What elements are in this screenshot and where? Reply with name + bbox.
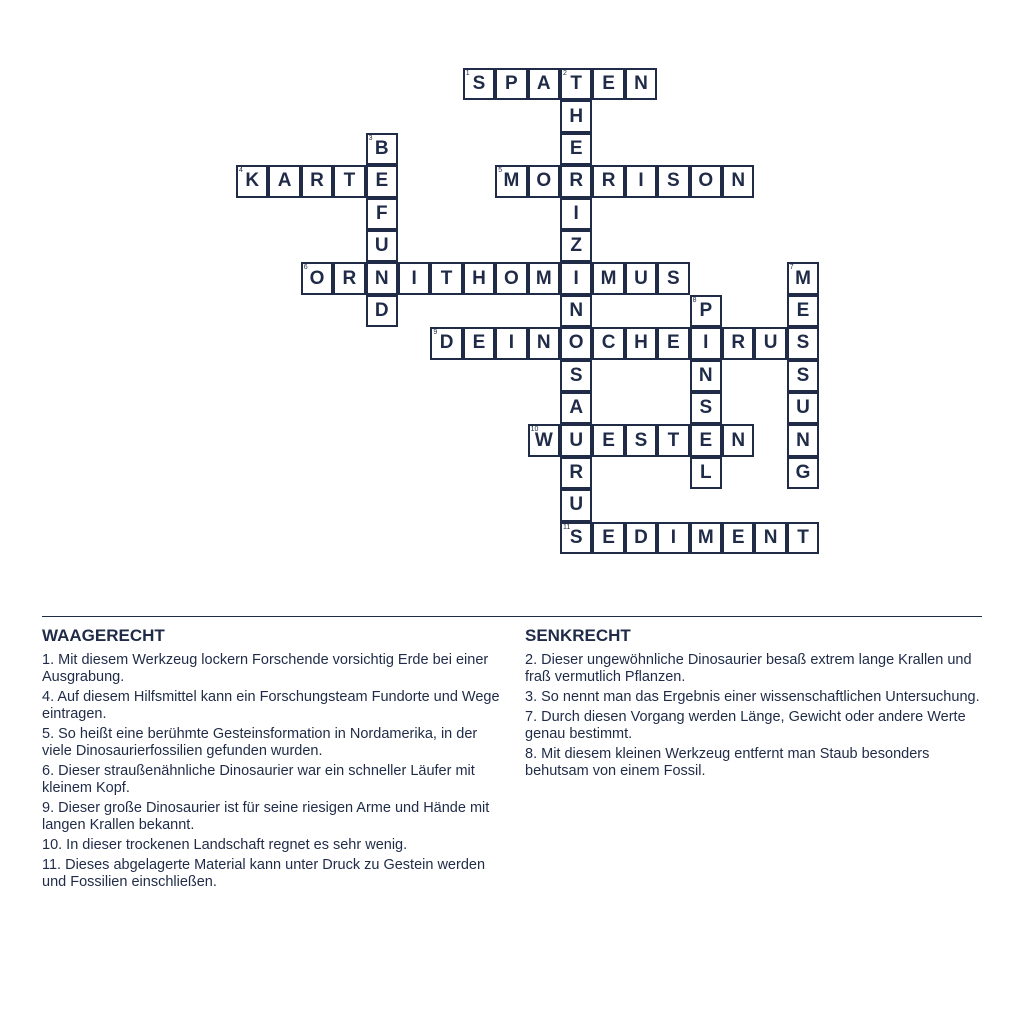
grid-cell[interactable]: [528, 165, 560, 197]
cell-letter: S: [569, 526, 583, 548]
cell-letter: N: [374, 267, 389, 289]
cell-letter: N: [763, 526, 778, 548]
cell-letter: N: [731, 429, 746, 451]
cell-letter: E: [602, 526, 615, 548]
cell-letter: F: [375, 202, 388, 224]
grid-cell[interactable]: [787, 327, 819, 359]
grid-cell[interactable]: [592, 68, 624, 100]
clue-down-7: 7. Durch diesen Vorgang werden Länge, Gewicht oder andere Werte genau bestimmt.: [525, 709, 966, 742]
grid-cell[interactable]: [657, 165, 689, 197]
cell-letter: N: [634, 73, 648, 95]
cell-letter: N: [731, 170, 746, 192]
grid-cell[interactable]: [787, 457, 819, 489]
grid-cell[interactable]: [690, 522, 722, 554]
grid-cell[interactable]: [301, 262, 333, 294]
cell-letter: D: [439, 332, 454, 354]
cell-letter: E: [699, 429, 713, 451]
cell-letter: M: [535, 267, 552, 289]
grid-cell[interactable]: [463, 327, 495, 359]
clue-number: 1: [465, 70, 470, 77]
cell-letter: U: [796, 397, 810, 419]
cell-letter: H: [634, 332, 648, 354]
cell-letter: R: [342, 267, 357, 289]
clue-number: 8: [692, 296, 697, 304]
grid-cell[interactable]: [787, 424, 819, 456]
clue-down-3: 3. So nennt man das Ergebnis einer wissenschaftlichen Untersuchung.: [525, 689, 980, 705]
cell-letter: R: [569, 461, 584, 483]
cell-letter: I: [573, 267, 579, 289]
grid-cell[interactable]: [625, 327, 657, 359]
cell-letter: E: [796, 299, 810, 321]
cell-letter: R: [601, 170, 616, 192]
cell-letter: U: [374, 235, 389, 257]
cell-letter: C: [601, 332, 616, 354]
grid-cell[interactable]: [592, 165, 624, 197]
grid-cell[interactable]: [787, 360, 819, 392]
grid-cell[interactable]: [690, 295, 722, 327]
cell-letter: I: [703, 332, 709, 354]
grid-cell[interactable]: [430, 327, 462, 359]
clue-number: 9: [433, 329, 438, 337]
grid-cell[interactable]: [560, 360, 592, 392]
grid-cell[interactable]: [722, 522, 754, 554]
clue-number: 10: [530, 426, 539, 434]
clue-across-11: 11. Dieses abgelagerte Material kann unter Druck zu Gestein werden und Fossilien einschließen.: [42, 857, 486, 890]
clue-across-9: 9. Dieser große Dinosaurier ist für seine riesigen Arme und Hände mit langen Krallen bekannt.: [42, 800, 490, 833]
cell-letter: T: [440, 267, 453, 289]
cell-letter: E: [375, 170, 389, 192]
cell-letter: R: [310, 170, 324, 192]
grid-cell[interactable]: [398, 262, 430, 294]
grid-cell[interactable]: [722, 327, 754, 359]
cell-letter: P: [699, 299, 713, 321]
cell-letter: W: [534, 429, 553, 451]
grid-cell[interactable]: [625, 522, 657, 554]
grid-cell[interactable]: [592, 424, 624, 456]
cell-letter: O: [309, 267, 325, 289]
grid-cell[interactable]: [495, 165, 527, 197]
cell-letter: B: [374, 137, 389, 159]
grid-cell[interactable]: [560, 230, 592, 262]
cell-letter: U: [569, 429, 584, 451]
down-clues-section: [525, 626, 985, 783]
grid-cell[interactable]: [787, 392, 819, 424]
grid-cell[interactable]: [236, 165, 268, 197]
cell-letter: S: [667, 170, 680, 192]
grid-cell[interactable]: [528, 327, 560, 359]
across-heading: WAAGERECHT: [42, 626, 165, 645]
grid-cell[interactable]: [560, 133, 592, 165]
cell-letter: N: [796, 429, 810, 451]
clue-down-2: 2. Dieser ungewöhnliche Dinosaurier besaß extrem lange Krallen und fraß vermutlich Pflanzen.: [525, 652, 972, 685]
grid-cell[interactable]: [366, 198, 398, 230]
grid-cell[interactable]: [690, 424, 722, 456]
grid-cell[interactable]: [528, 424, 560, 456]
cell-letter: I: [508, 332, 515, 354]
grid-cell[interactable]: [333, 262, 365, 294]
cell-letter: S: [699, 397, 713, 419]
cell-letter: I: [573, 202, 579, 224]
cell-letter: D: [634, 526, 648, 548]
cell-letter: N: [569, 299, 584, 321]
grid-cell[interactable]: [690, 360, 722, 392]
cell-letter: S: [472, 73, 486, 95]
clue-across-6: 6. Dieser straußenähnliche Dinosaurier war ein schneller Läufer mit kleinem Kopf.: [42, 763, 475, 796]
cell-letter: M: [795, 267, 811, 289]
grid-cell[interactable]: [690, 327, 722, 359]
clue-number: 4: [239, 167, 243, 175]
grid-cell[interactable]: [560, 457, 592, 489]
cell-letter: A: [277, 170, 292, 192]
grid-cell[interactable]: [268, 165, 300, 197]
grid-cell[interactable]: [657, 424, 689, 456]
clue-across-10: 10. In dieser trockenen Landschaft regnet es sehr wenig.: [42, 837, 408, 853]
grid-cell[interactable]: [463, 262, 495, 294]
cell-letter: S: [796, 332, 810, 354]
grid-cell[interactable]: [560, 68, 592, 100]
grid-cell[interactable]: [560, 100, 592, 132]
across-clues-section: [42, 626, 502, 894]
cell-letter: S: [796, 364, 810, 386]
cell-letter: D: [374, 299, 389, 321]
clue-number: 2: [563, 70, 567, 77]
cell-letter: M: [600, 267, 617, 289]
cell-letter: U: [763, 332, 778, 354]
grid-cell[interactable]: [430, 262, 462, 294]
grid-cell[interactable]: [560, 392, 592, 424]
cell-letter: M: [503, 170, 520, 192]
grid-cell[interactable]: [366, 230, 398, 262]
grid-cell[interactable]: [301, 165, 333, 197]
cell-letter: O: [698, 170, 714, 192]
clue-number: 11: [563, 523, 571, 531]
cell-letter: S: [634, 429, 648, 451]
grid-cell[interactable]: [657, 262, 689, 294]
grid-cell[interactable]: [560, 262, 592, 294]
grid-cell[interactable]: [787, 522, 819, 554]
cell-letter: T: [667, 429, 680, 451]
grid-cell[interactable]: [560, 522, 592, 554]
cell-letter: E: [731, 526, 745, 548]
cell-letter: T: [343, 170, 356, 192]
cell-letter: E: [602, 73, 615, 95]
cell-letter: I: [638, 170, 644, 192]
cell-letter: Z: [570, 235, 582, 257]
grid-cell[interactable]: [592, 262, 624, 294]
grid-cell[interactable]: [495, 68, 527, 100]
grid-cell[interactable]: [754, 522, 786, 554]
clue-down-8: 8. Mit diesem kleinen Werkzeug entfernt man Staub besonders behutsam von einem Fossil.: [525, 746, 930, 779]
cell-letter: A: [536, 73, 551, 95]
grid-cell[interactable]: [560, 295, 592, 327]
grid-cell[interactable]: [528, 68, 560, 100]
grid-cell[interactable]: [754, 327, 786, 359]
grid-cell[interactable]: [657, 522, 689, 554]
clue-number: 6: [303, 264, 308, 272]
grid-cell[interactable]: [333, 165, 365, 197]
cell-letter: E: [472, 332, 486, 354]
clue-across-4: 4. Auf diesem Hilfsmittel kann ein Forschungsteam Fundorte und Wege eintragen.: [42, 689, 500, 722]
down-heading: SENKRECHT: [525, 626, 631, 645]
grid-cell[interactable]: [560, 327, 592, 359]
clue-across-1: 1. Mit diesem Werkzeug lockern Forschende vorsichtig Erde bei einer Ausgrabung.: [42, 652, 489, 685]
divider: [42, 616, 982, 617]
cell-letter: I: [670, 526, 677, 548]
cell-letter: O: [503, 267, 519, 289]
cell-letter: E: [569, 137, 583, 159]
grid-cell[interactable]: [366, 295, 398, 327]
cell-letter: R: [731, 332, 746, 354]
grid-cell[interactable]: [560, 424, 592, 456]
cell-letter: K: [245, 170, 260, 192]
grid-cell[interactable]: [722, 424, 754, 456]
grid-cell[interactable]: [625, 262, 657, 294]
grid-cell[interactable]: [625, 424, 657, 456]
cell-letter: G: [795, 461, 811, 483]
cell-letter: T: [797, 526, 809, 548]
grid-cell[interactable]: [592, 327, 624, 359]
grid-cell[interactable]: [592, 522, 624, 554]
cell-letter: A: [569, 397, 584, 419]
grid-cell[interactable]: [366, 133, 398, 165]
clue-number: 7: [789, 264, 794, 272]
cell-letter: E: [667, 332, 680, 354]
grid-cell[interactable]: [495, 262, 527, 294]
cell-letter: H: [472, 267, 486, 289]
grid-cell[interactable]: [787, 262, 819, 294]
grid-cell[interactable]: [625, 165, 657, 197]
cell-letter: U: [634, 267, 648, 289]
cell-letter: T: [570, 73, 582, 95]
cell-letter: N: [698, 364, 713, 386]
clue-number: 5: [498, 167, 503, 175]
cell-letter: M: [697, 526, 714, 548]
grid-cell[interactable]: [366, 165, 398, 197]
cell-letter: L: [699, 461, 712, 483]
cell-letter: I: [411, 267, 417, 289]
grid-cell[interactable]: [495, 327, 527, 359]
cell-letter: E: [602, 429, 615, 451]
clue-number: 3: [368, 134, 373, 142]
grid-cell[interactable]: [366, 262, 398, 294]
cell-letter: N: [536, 332, 551, 354]
grid-cell[interactable]: [657, 327, 689, 359]
cell-letter: O: [568, 332, 584, 354]
cell-letter: U: [569, 494, 584, 516]
grid-cell[interactable]: [690, 392, 722, 424]
cell-letter: S: [569, 364, 583, 386]
cell-letter: R: [569, 170, 584, 192]
cell-letter: O: [536, 170, 552, 192]
cell-letter: P: [505, 73, 518, 95]
clue-across-5: 5. So heißt eine berühmte Gesteinsformation in Nordamerika, in der viele Dinosaurierfossilien gefunden wurden.: [42, 726, 478, 759]
grid-cell[interactable]: [787, 295, 819, 327]
grid-cell[interactable]: [625, 68, 657, 100]
grid-cell[interactable]: [528, 262, 560, 294]
grid-cell[interactable]: [560, 198, 592, 230]
grid-cell[interactable]: [560, 165, 592, 197]
grid-cell[interactable]: [463, 68, 495, 100]
grid-cell[interactable]: [560, 489, 592, 521]
cell-letter: S: [667, 267, 680, 289]
grid-cell[interactable]: [690, 457, 722, 489]
grid-cell[interactable]: [690, 165, 722, 197]
grid-cell[interactable]: [722, 165, 754, 197]
cell-letter: H: [569, 105, 584, 127]
